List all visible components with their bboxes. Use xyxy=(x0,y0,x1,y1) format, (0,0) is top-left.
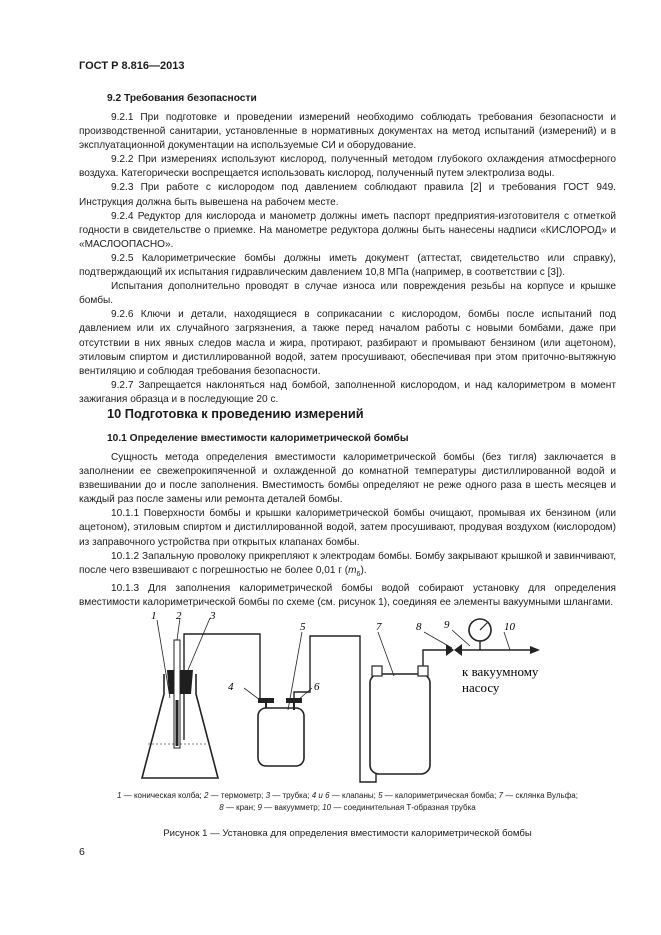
paragraph-10-1-2-text: 10.1.2 Запальную проволоку прикрепляют к электродам бомбы. Бомбу закрывают крышкой и завинчивают, после чего взвешивают с погрешностью не более 0,01 г ( xyxy=(79,550,616,576)
legend-item-5: 5 — калориметрическая бомба; xyxy=(378,791,499,800)
section-10-title-wrap xyxy=(79,406,616,421)
legend-item-8: 8 — кран; xyxy=(219,802,258,812)
label-7: 7 xyxy=(376,621,382,633)
paragraph-10-1-3: 10.1.3 Для заполнения калориметрической бомбы водой собирают установку для определения вместимости калориметрической бомбы по схеме (см. рисунок 1), соединяя ее элементы вакуумными шлангами. xyxy=(79,582,616,608)
legend-item-10: 10 — соединительная Т-образная трубка xyxy=(322,802,476,812)
pump-note-line1: к вакуумному xyxy=(462,664,539,679)
leader-9 xyxy=(452,630,470,646)
page-number: 6 xyxy=(79,846,85,858)
section-9-2-body xyxy=(79,111,616,407)
label-4: 4 xyxy=(228,681,234,693)
paragraph-10-1-1: 10.1.1 Поверхности бомбы и крышки калориметрической бомбы очищают, промывая их бензином (или ацетоном), этиловым спиртом и дистиллированной водой, затем просушивают, продувая воздухом (кислородом) из заправочного устройства при открытых клапанах бомбы. xyxy=(79,508,616,548)
apparatus-diagram xyxy=(140,610,560,790)
label-8: 8 xyxy=(416,621,422,633)
paragraph-10-1-2-end: ). xyxy=(360,564,367,576)
section-9-2-title: 9.2 Требования безопасности xyxy=(107,93,257,104)
section-10-1-title-wrap xyxy=(79,433,616,444)
label-6: 6 xyxy=(314,681,320,693)
label-10: 10 xyxy=(504,621,515,633)
section-9-2-title-wrap xyxy=(79,93,616,104)
label-2: 2 xyxy=(176,610,182,622)
paragraph-9-2-4: 9.2.4 Редуктор для кислорода и манометр должны иметь паспорт предприятия-изготовителя с отметкой годности в свидетельстве о приемке. На манометре редуктора должны быть нанесены надписи «КИСЛОРОД» и «МАСЛООПАСНО». xyxy=(79,210,616,250)
paragraph-10-1-2 xyxy=(79,550,616,582)
paragraph-9-2-1: 9.2.1 При подготовке и проведении измерений необходимо соблюдать требования безопасности и производственной санитарии, установленные в нормативных документах на метод испытаний (измерений) и в эксплуатационной документации на используемые СИ и оборудование. xyxy=(79,112,616,152)
legend-item-7: 7 — склянка Вульфа; xyxy=(498,791,578,800)
bottle-neck-right xyxy=(418,666,428,676)
paragraph-9-2-3: 9.2.3 При работе с кислородом под давлением соблюдают правила [2] и требования ГОСТ 949. Инструкция должна быть вывешена на рабочем месте. xyxy=(79,182,616,208)
leader-8 xyxy=(424,632,452,648)
section-10-body xyxy=(79,451,616,610)
figure-legend xyxy=(79,790,616,813)
paragraph-9-2-2: 9.2.2 При измерениях используют кислород, полученный методом глубокого охлаждения атмосферного воздуха. Категорически воспрещается использовать кислород, полученный путем электролиза воды. xyxy=(79,154,616,180)
section-10-title: 10 Подготовка к проведению измерений xyxy=(107,406,364,421)
legend-item-2: 2 — термометр; xyxy=(204,791,266,800)
legend-item-4: 4 и 6 — клапаны; xyxy=(311,791,379,800)
label-3: 3 xyxy=(210,610,216,622)
leader-10 xyxy=(504,632,510,650)
paragraph-9-2-6: 9.2.6 Ключи и детали, находящиеся в соприкасании с кислородом, бомбы после испытаний под давлением или их случайного загрязнения, а также перед началом работы с новыми бомбами, даже при отсутствии в них явных следов масла и жира, протирают, разбирают и промывают бензином (или ацетоном), этиловым спиртом и дистиллированной водой, затем просушивают, обеспечивая при этом приточно-вытяжную вентиляцию и соблюдая требования безопасности. xyxy=(79,309,616,377)
mass-variable: m xyxy=(348,564,357,576)
paragraph-9-2-5b: Испытания дополнительно проводят в случае износа или повреждения резьбы на корпусе и крышке бомбы. xyxy=(79,281,616,307)
pump-note-line2: насосу xyxy=(462,680,500,695)
thermometer-mercury xyxy=(176,700,179,746)
label-1: 1 xyxy=(151,610,157,622)
legend-item-9: 9 — вакуумметр; xyxy=(257,802,323,812)
leader-3 xyxy=(188,618,210,670)
tube-bomb-to-bottle xyxy=(294,636,376,782)
label-5: 5 xyxy=(300,621,306,633)
legend-item-3: 3 — трубка; xyxy=(265,791,312,800)
legend-item-1: 1 — коническая колба; xyxy=(117,791,204,800)
arrow-to-pump xyxy=(530,646,540,654)
section-10-1-title: 10.1 Определение вместимости калориметрической бомбы xyxy=(107,433,409,444)
document-header: ГОСТ Р 8.816—2013 xyxy=(79,60,185,72)
figure-caption: Рисунок 1 — Установка для определения вместимости калориметрической бомбы xyxy=(163,828,532,839)
bottle-neck-left xyxy=(372,666,382,676)
tube-bottle-to-tap xyxy=(423,650,448,666)
valve-4 xyxy=(258,698,274,703)
tap-8 xyxy=(446,644,454,656)
label-9: 9 xyxy=(444,619,450,631)
paragraph-10-1: Сущность метода определения вместимости калориметрической бомбы (без тигля) заключается в заполнении ее свежепрокипяченной и охлажденной до комнатной температуры дистиллированной водой и взвешивании до и после заполнения. Вместимость бомбы определяют не реже одного раза в шесть месяцев и каждый раз после замены или ремонта деталей бомбы. xyxy=(79,452,616,506)
leader-6 xyxy=(298,688,312,700)
wolff-bottle xyxy=(370,674,430,774)
mass-subscript: 6 xyxy=(356,570,361,578)
paragraph-9-2-5: 9.2.5 Калориметрические бомбы должны иметь документ (аттестат, свидетельство или справку), подтверждающий их испытания гидравлическим давлением 10,8 МПа (например, в соответствии с [3]). xyxy=(79,252,616,279)
calorimetric-bomb xyxy=(258,708,304,766)
leader-4 xyxy=(244,688,260,700)
tap-8-b xyxy=(454,644,462,656)
paragraph-9-2-7: 9.2.7 Запрещается наклоняться над бомбой, заполненной кислородом, и над калориметром в момент зажигания образца и в последующие 20 с. xyxy=(79,379,616,405)
